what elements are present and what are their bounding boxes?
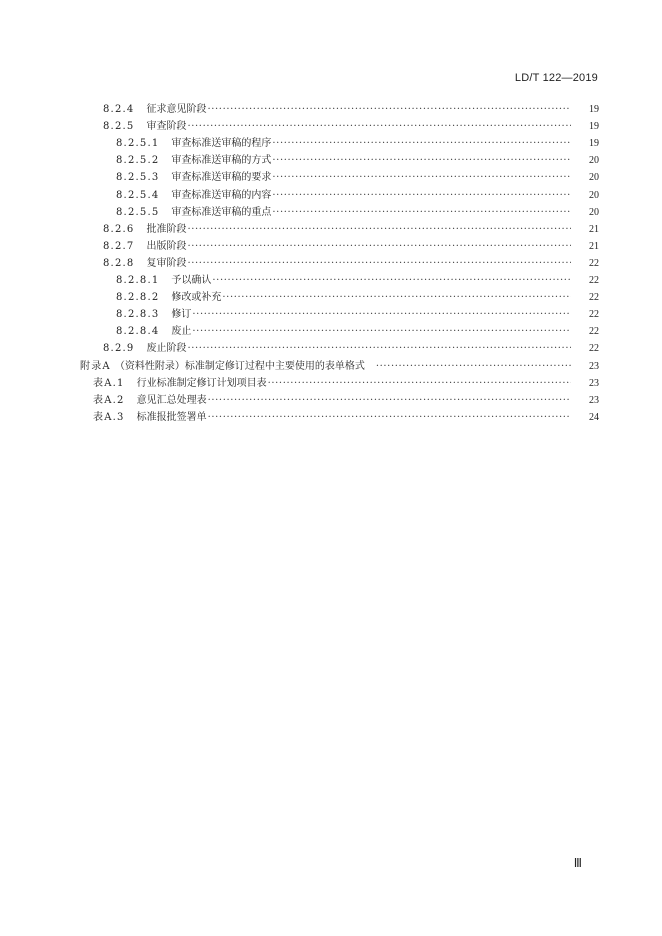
toc-entry[interactable]: [80, 358, 599, 375]
toc-dot-leader: [222, 289, 571, 306]
page-number: Ⅲ: [573, 856, 582, 870]
toc-dot-leader: [272, 204, 571, 221]
toc-dot-leader: [192, 306, 571, 323]
toc-entry[interactable]: [116, 204, 599, 221]
toc-entry-number: 8.2.6: [103, 224, 135, 235]
toc-entry-title: 标准报批签署单: [136, 412, 207, 423]
toc-entry[interactable]: [103, 255, 599, 272]
toc-entry-title: 修改或补充: [171, 292, 222, 303]
document-code: LD/T 122—2019: [514, 72, 598, 84]
toc-entry[interactable]: [103, 221, 599, 238]
toc-entry-page: 19: [589, 121, 599, 132]
toc-entry-number: 8.2.8.2: [116, 292, 160, 303]
toc-dot-leader: [376, 358, 571, 375]
toc-dot-leader: [208, 409, 571, 426]
toc-entry[interactable]: [116, 323, 599, 340]
toc-entry-number: 8.2.4: [103, 104, 135, 115]
toc-dot-leader: [272, 169, 571, 186]
toc-dot-leader: [187, 340, 571, 357]
toc-entry-number: 8.2.9: [103, 343, 135, 354]
toc-entry-title: 废止: [171, 326, 192, 337]
toc-entry-number: 8.2.8.1: [116, 275, 160, 286]
toc-entry-page: 22: [589, 309, 599, 320]
toc-entry[interactable]: [103, 101, 599, 118]
toc-entry-page: 23: [589, 361, 599, 372]
toc-dot-leader: [208, 392, 571, 409]
toc-dot-leader: [187, 255, 571, 272]
toc-dot-leader: [272, 135, 571, 152]
toc-entry-title: 复审阶段: [146, 258, 187, 269]
toc-entry-page: 23: [589, 395, 599, 406]
toc-entry-page: 20: [589, 172, 599, 183]
toc-dot-leader: [212, 272, 571, 289]
toc-entry-page: 21: [589, 241, 599, 252]
toc-dot-leader: [187, 238, 571, 255]
toc-entry-page: 22: [589, 326, 599, 337]
toc-entry-page: 20: [589, 155, 599, 166]
toc-dot-leader: [272, 152, 571, 169]
toc-entry[interactable]: [116, 169, 599, 186]
toc-entry-number: 附录A: [80, 361, 111, 372]
toc-entry-title: 审查标准送审稿的程序: [171, 138, 272, 149]
toc-entry[interactable]: [116, 272, 599, 289]
toc-entry[interactable]: [103, 340, 599, 357]
toc-entry[interactable]: [116, 135, 599, 152]
toc-entry[interactable]: [93, 392, 599, 409]
toc-entry-number: 8.2.8: [103, 258, 135, 269]
toc-entry-title: （资料性附录）标准制定修订过程中主要使用的表单格式: [114, 361, 365, 372]
toc-entry-number: 8.2.5.3: [116, 172, 160, 183]
toc-entry-title: 审查标准送审稿的要求: [171, 172, 272, 183]
toc-entry[interactable]: [116, 289, 599, 306]
toc-entry-page: 20: [589, 190, 599, 201]
toc-entry-page: 24: [589, 412, 599, 423]
toc-entry[interactable]: [116, 306, 599, 323]
toc-entry-number: 表A.2: [93, 395, 125, 406]
toc-entry-number: 8.2.7: [103, 241, 135, 252]
toc-entry-page: 19: [589, 104, 599, 115]
toc-entry-title: 修订: [171, 309, 192, 320]
toc-entry-title: 废止阶段: [146, 343, 187, 354]
toc-entry-title: 审查阶段: [146, 121, 187, 132]
toc-dot-leader: [268, 375, 571, 392]
toc-dot-leader: [272, 187, 571, 204]
toc-entry-title: 予以确认: [171, 275, 212, 286]
toc-entry[interactable]: [103, 238, 599, 255]
toc-entry-title: 批准阶段: [146, 224, 187, 235]
toc-entry-page: 22: [589, 343, 599, 354]
toc-entry[interactable]: [93, 409, 599, 426]
toc-entry-title: 出版阶段: [146, 241, 187, 252]
toc-entry-number: 8.2.8.3: [116, 309, 160, 320]
toc-dot-leader: [192, 323, 571, 340]
toc-entry-title: 行业标准制定修订计划项目表: [136, 378, 267, 389]
toc-entry-number: 8.2.5: [103, 121, 135, 132]
toc-entry-title: 审查标准送审稿的方式: [171, 155, 272, 166]
toc-entry-number: 8.2.5.2: [116, 155, 160, 166]
toc-entry-number: 8.2.5.4: [116, 190, 160, 201]
toc-entry-title: 审查标准送审稿的内容: [171, 190, 272, 201]
toc-entry-number: 8.2.5.1: [116, 138, 160, 149]
toc-entry-title: 审查标准送审稿的重点: [171, 207, 272, 218]
toc-dot-leader: [187, 118, 571, 135]
toc-entry-page: 23: [589, 378, 599, 389]
toc-entry-number: 表A.1: [93, 378, 125, 389]
toc-entry-page: 20: [589, 207, 599, 218]
toc-entry-number: 8.2.5.5: [116, 207, 160, 218]
toc-entry-number: 8.2.8.4: [116, 326, 160, 337]
toc-entry-page: 21: [589, 224, 599, 235]
toc-entry[interactable]: [116, 187, 599, 204]
toc-dot-leader: [207, 101, 571, 118]
toc-dot-leader: [187, 221, 571, 238]
toc-entry[interactable]: [116, 152, 599, 169]
toc-entry[interactable]: [103, 118, 599, 135]
toc-entry-title: 意见汇总处理表: [136, 395, 207, 406]
toc-entry-page: 22: [589, 292, 599, 303]
toc-entry[interactable]: [93, 375, 599, 392]
toc-entry-page: 22: [589, 258, 599, 269]
toc-entry-page: 19: [589, 138, 599, 149]
toc-entry-number: 表A.3: [93, 412, 125, 423]
toc-entry-page: 22: [589, 275, 599, 286]
toc-entry-title: 征求意见阶段: [146, 104, 207, 115]
